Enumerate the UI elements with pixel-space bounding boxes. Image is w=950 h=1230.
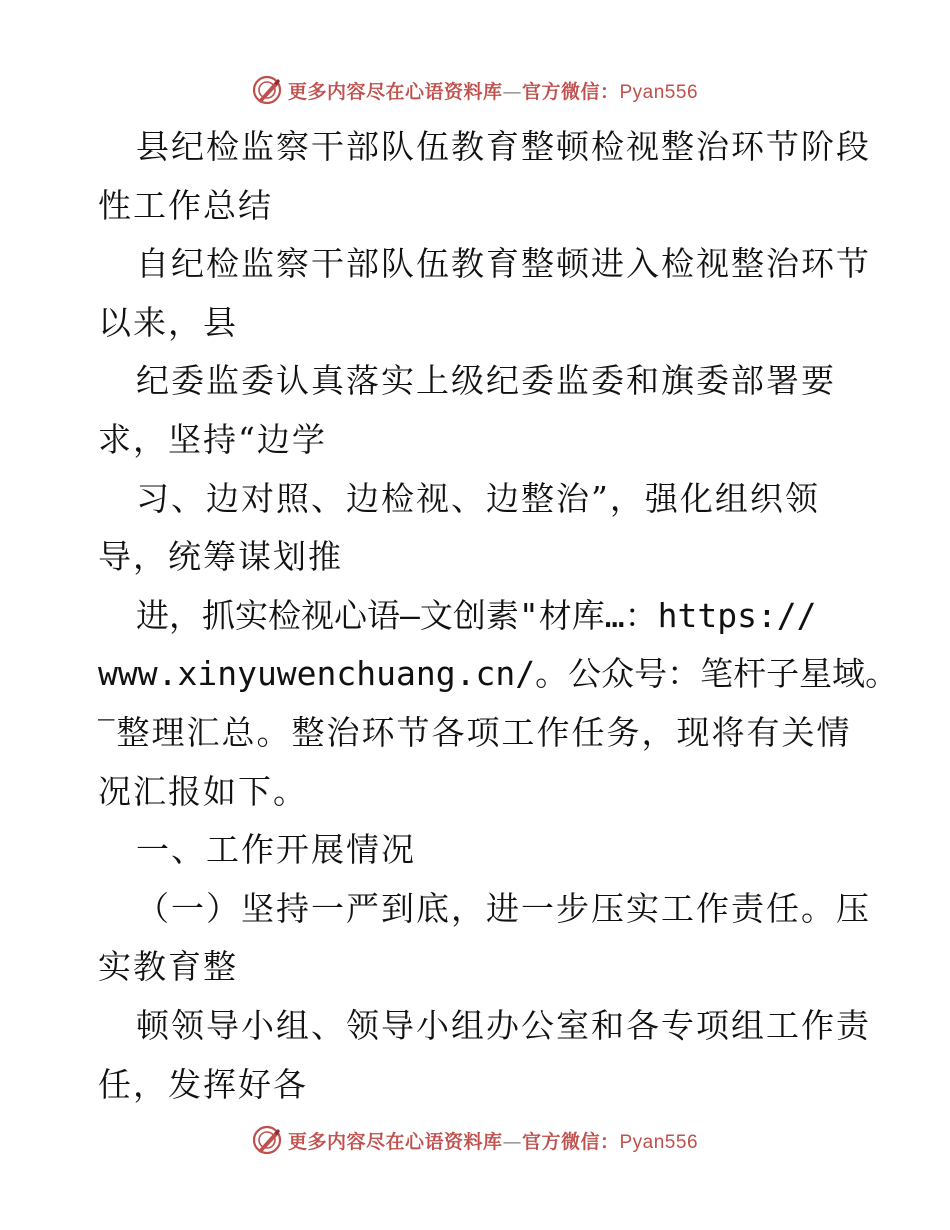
footer-site-name: 更多内容尽在心语资料库 — [287, 1130, 503, 1153]
doc-paragraph-line: 求，坚持“边学 — [98, 419, 327, 459]
footer-banner-text — [288, 1127, 698, 1154]
doc-url-line-2: www.xinyuwenchuang.cn/。公众号：笔杆子星域。 — [98, 654, 899, 694]
header-dash: — — [502, 80, 522, 103]
pen-logo-icon — [252, 75, 282, 105]
doc-paragraph-line: 以来，县 — [98, 302, 238, 342]
doc-paragraph-line: 况汇报如下。 — [98, 771, 308, 811]
doc-paragraph-line: 顿领导小组、领导小组办公室和各专项组工作责 — [136, 1005, 871, 1045]
doc-paragraph-line: 纪委监委认真落实上级纪委监委和旗委部署要 — [136, 361, 836, 401]
doc-paragraph-line: ‾整理汇总。整治环节各项工作任务，现将有关情 — [98, 712, 852, 752]
document-body — [98, 118, 899, 1114]
doc-paragraph-line: 导，统筹谋划推 — [98, 537, 343, 577]
doc-paragraph-line: 任，发挥好各 — [98, 1064, 308, 1104]
footer-banner — [0, 1120, 950, 1160]
header-wechat-label: 官方微信： — [521, 80, 620, 103]
header-wechat-id: Pyan556 — [619, 81, 699, 103]
doc-title-line-1: 县纪检监察干部队伍教育整顿检视整治环节阶段 — [136, 127, 871, 166]
footer-dash: — — [502, 1130, 522, 1153]
doc-title-line-2: 性工作总结 — [98, 185, 273, 225]
doc-url-line-1: 进，抓实检视心语—文创素"材库…：https:// — [136, 595, 817, 635]
subsection-heading: （一）坚持一严到底，进一步压实工作责任。压 — [136, 888, 871, 928]
doc-paragraph-line: 实教育整 — [98, 947, 238, 987]
header-site-name: 更多内容尽在心语资料库 — [287, 80, 503, 103]
header-banner-text — [288, 77, 698, 104]
header-banner — [0, 70, 950, 110]
pen-logo-icon — [252, 1125, 282, 1155]
doc-paragraph-line: 自纪检监察干部队伍教育整顿进入检视整治环节 — [136, 244, 871, 284]
section-heading: 一、工作开展情况 — [136, 830, 416, 870]
doc-paragraph-line: 习、边对照、边检视、边整治”，强化组织领 — [136, 478, 820, 518]
footer-wechat-label: 官方微信： — [521, 1130, 620, 1153]
footer-wechat-id: Pyan556 — [619, 1131, 699, 1153]
